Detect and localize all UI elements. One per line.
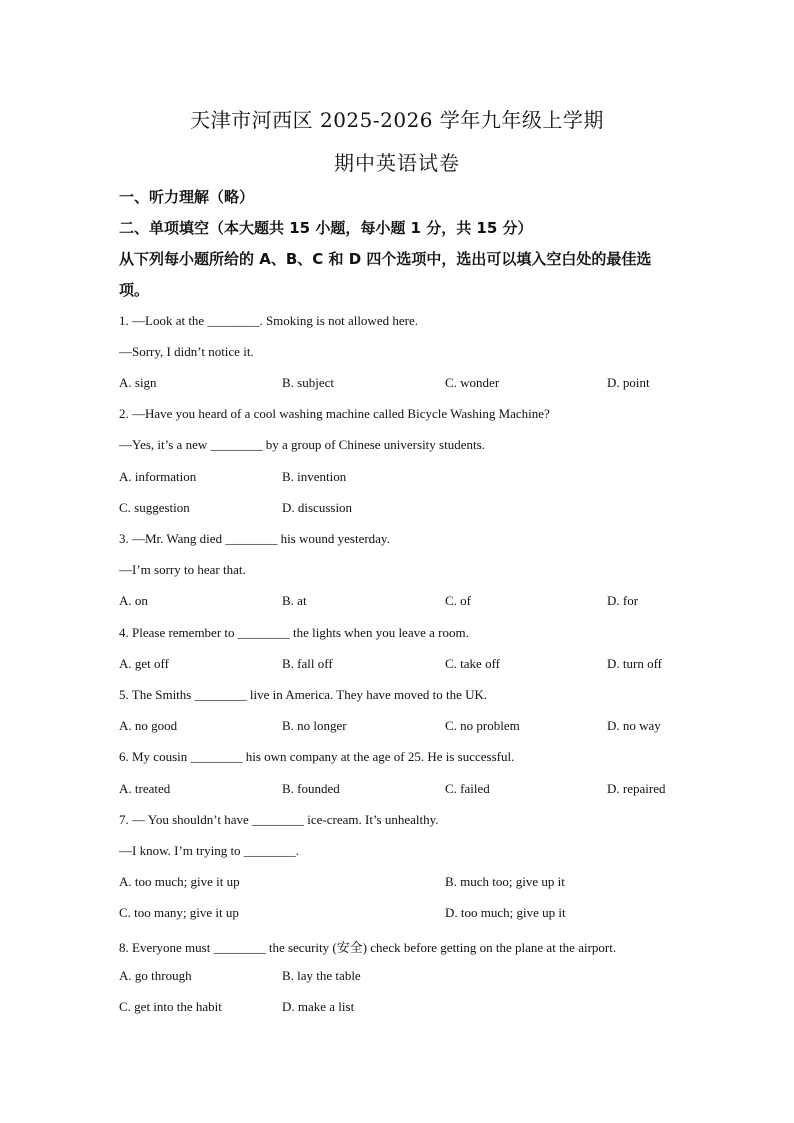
question-7-option-c: C. too many; give it up: [119, 905, 239, 920]
question-5-option-a: A. no good: [119, 718, 178, 733]
question-5-line-1: 5. The Smiths ________ live in America. They have moved to the UK.: [119, 687, 488, 702]
instruction-line2: 项。: [119, 281, 150, 299]
question-7-option-a: A. too much; give it up: [119, 874, 240, 889]
question-8-line-1: 8. Everyone must ________ the security (安全) check before getting on the plane at the airport.: [119, 940, 617, 955]
question-1-option-c: C. wonder: [445, 375, 500, 390]
question-3-line-1: 3. —Mr. Wang died ________ his wound yesterday.: [119, 531, 390, 546]
question-1-line-1: 1. —Look at the ________. Smoking is not allowed here.: [119, 313, 418, 328]
section-listening-heading: 一、听力理解（略）: [119, 188, 255, 206]
question-5-option-d: D. no way: [607, 718, 661, 733]
exam-title-line1: 天津市河西区 2025-2026 学年九年级上学期: [190, 108, 604, 132]
question-6-option-d: D. repaired: [607, 781, 666, 796]
question-7-option-b: B. much too; give up it: [445, 874, 565, 889]
question-8-option-c: C. get into the habit: [119, 999, 222, 1014]
question-6-line-1: 6. My cousin ________ his own company at the age of 25. He is successful.: [119, 749, 515, 764]
question-7-line-2: —I know. I’m trying to ________.: [119, 843, 300, 858]
question-1-line-2: —Sorry, I didn’t notice it.: [119, 344, 254, 359]
question-1-option-a: A. sign: [119, 375, 157, 390]
instruction-line1: 从下列每小题所给的 A、B、C 和 D 四个选项中，选出可以填入空白处的最佳选: [119, 250, 652, 268]
question-1-option-b: B. subject: [282, 375, 334, 390]
question-3-option-a: A. on: [119, 593, 148, 608]
question-2-line-1: 2. —Have you heard of a cool washing machine called Bicycle Washing Machine?: [119, 406, 550, 421]
question-3-line-2: —I’m sorry to hear that.: [119, 562, 246, 577]
question-1-option-d: D. point: [607, 375, 650, 390]
question-4-line-1: 4. Please remember to ________ the lights when you leave a room.: [119, 625, 469, 640]
exam-title-line2: 期中英语试卷: [334, 151, 460, 175]
question-4-option-a: A. get off: [119, 656, 169, 671]
question-2-option-a: A. information: [119, 469, 197, 484]
question-2-option-b: B. invention: [282, 469, 347, 484]
question-8-option-d: D. make a list: [282, 999, 355, 1014]
question-6-option-a: A. treated: [119, 781, 171, 796]
question-8-option-a: A. go through: [119, 968, 192, 983]
section-single-choice-heading: 二、单项填空（本大题共 15 小题，每小题 1 分，共 15 分）: [119, 219, 533, 237]
question-5-option-b: B. no longer: [282, 718, 347, 733]
question-2-line-2: —Yes, it’s a new ________ by a group of Chinese university students.: [119, 437, 485, 452]
question-6-option-c: C. failed: [445, 781, 490, 796]
question-6-option-b: B. founded: [282, 781, 340, 796]
question-3-option-b: B. at: [282, 593, 307, 608]
question-8-option-b: B. lay the table: [282, 968, 361, 983]
question-3-option-d: D. for: [607, 593, 639, 608]
question-3-option-c: C. of: [445, 593, 471, 608]
question-5-option-c: C. no problem: [445, 718, 520, 733]
question-2-option-d: D. discussion: [282, 500, 353, 515]
question-2-option-c: C. suggestion: [119, 500, 190, 515]
question-4-option-d: D. turn off: [607, 656, 663, 671]
question-7-line-1: 7. — You shouldn’t have ________ ice-cream. It’s unhealthy.: [119, 812, 439, 827]
question-4-option-c: C. take off: [445, 656, 500, 671]
question-7-option-d: D. too much; give up it: [445, 905, 566, 920]
question-4-option-b: B. fall off: [282, 656, 333, 671]
